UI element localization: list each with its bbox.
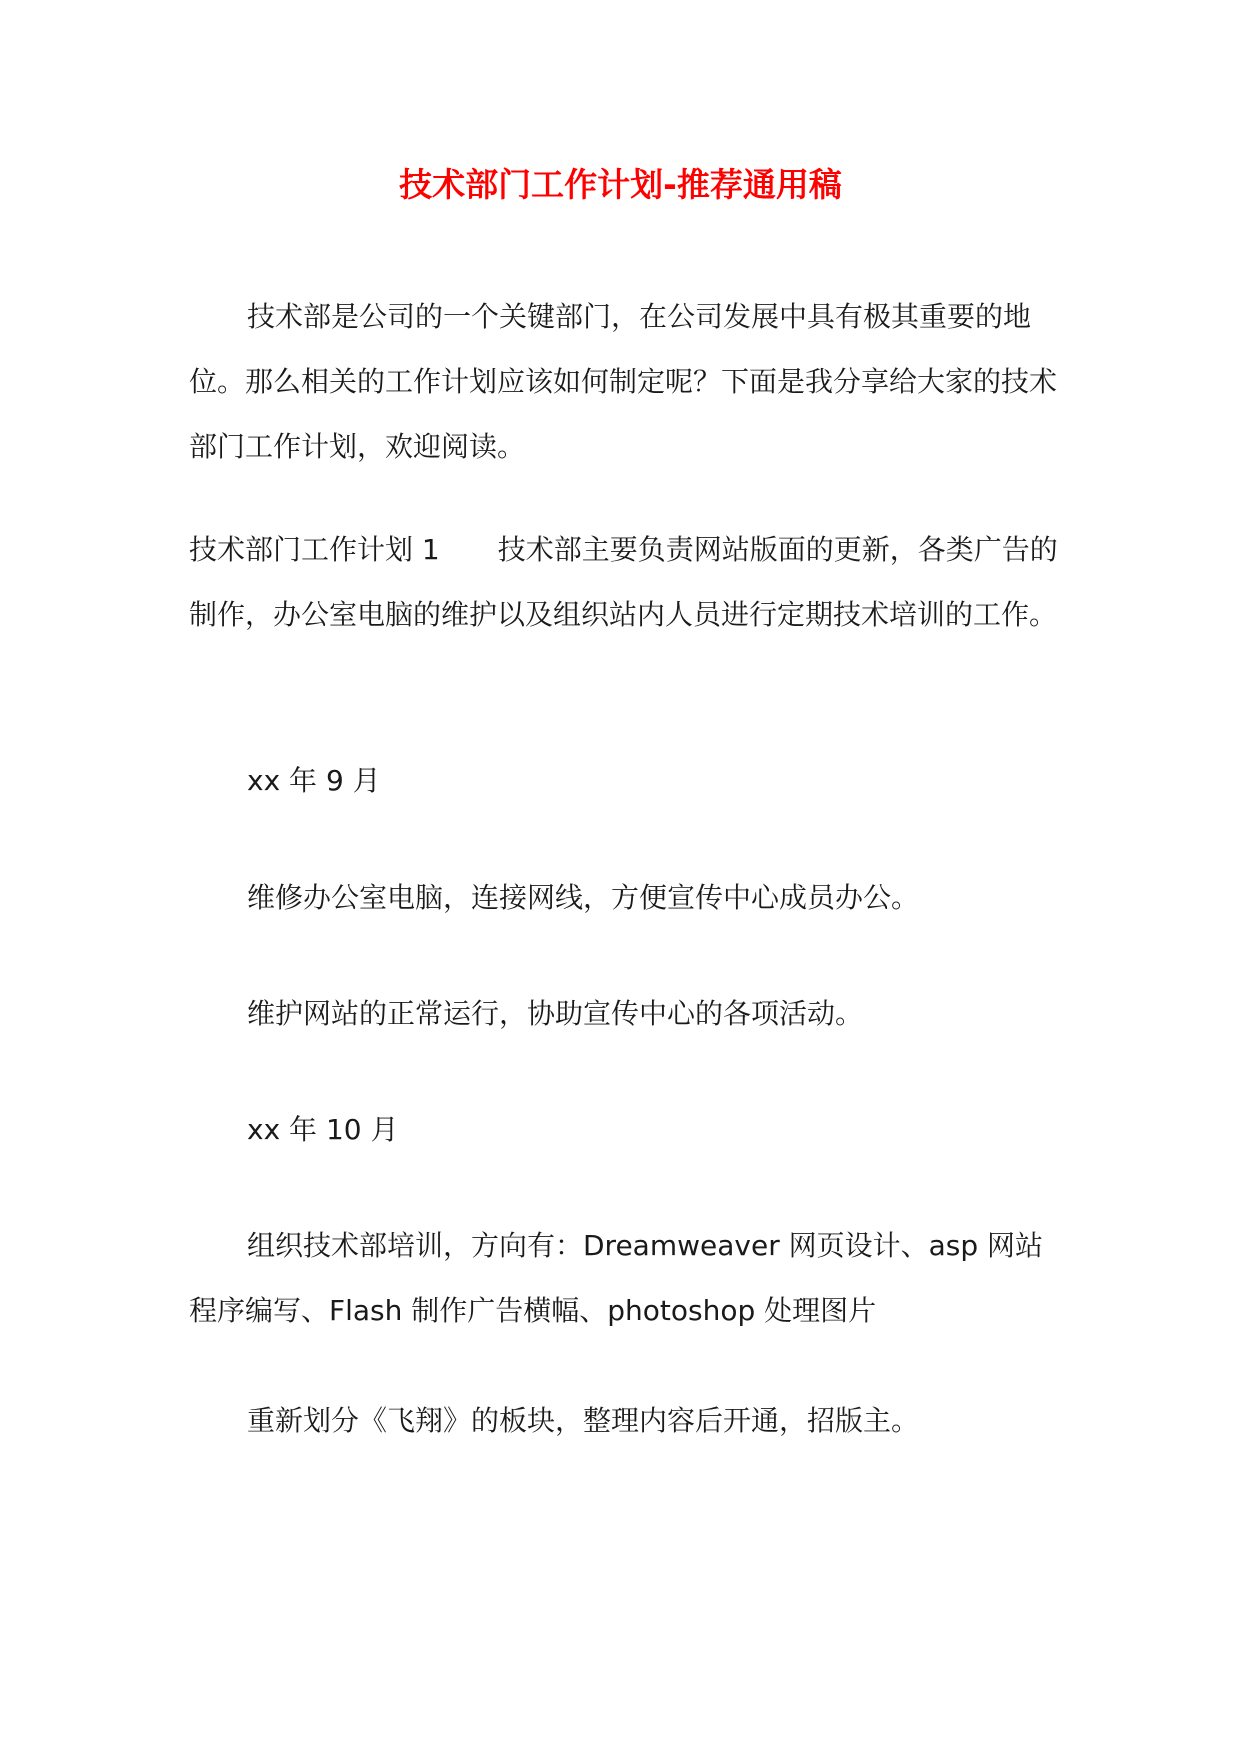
section1-body: 技术部主要负责网站版面的更新，各类广告的制作，办公室电脑的维护以及组织站内人员进行定期技术培训的工作。 [189, 533, 1058, 631]
september-item-1: 维修办公室电脑，连接网线，方便宣传中心成员办公。 [247, 881, 920, 914]
intro-paragraph: 技术部是公司的一个关键部门，在公司发展中具有极其重要的地位。那么相关的工作计划应该如何制定呢？下面是我分享给大家的技术部门工作计划，欢迎阅读。 [189, 300, 1058, 463]
september-item-2: 维护网站的正常运行，协助宣传中心的各项活动。 [247, 997, 864, 1030]
document-title: 技术部门工作计划-推荐通用稿 [399, 165, 842, 204]
october-item-1: 组织技术部培训，方向有：Dreamweaver 网页设计、asp 网站程序编写、Flash 制作广告横幅、photoshop 处理图片 [189, 1229, 1044, 1327]
section1-paragraph [189, 517, 1069, 647]
month-september: xx 年 9 月 [247, 764, 381, 797]
section1-heading: 技术部门工作计划 1 [189, 533, 440, 566]
month-october: xx 年 10 月 [247, 1113, 399, 1146]
october-item-2: 重新划分《飞翔》的板块，整理内容后开通，招版主。 [247, 1404, 920, 1437]
